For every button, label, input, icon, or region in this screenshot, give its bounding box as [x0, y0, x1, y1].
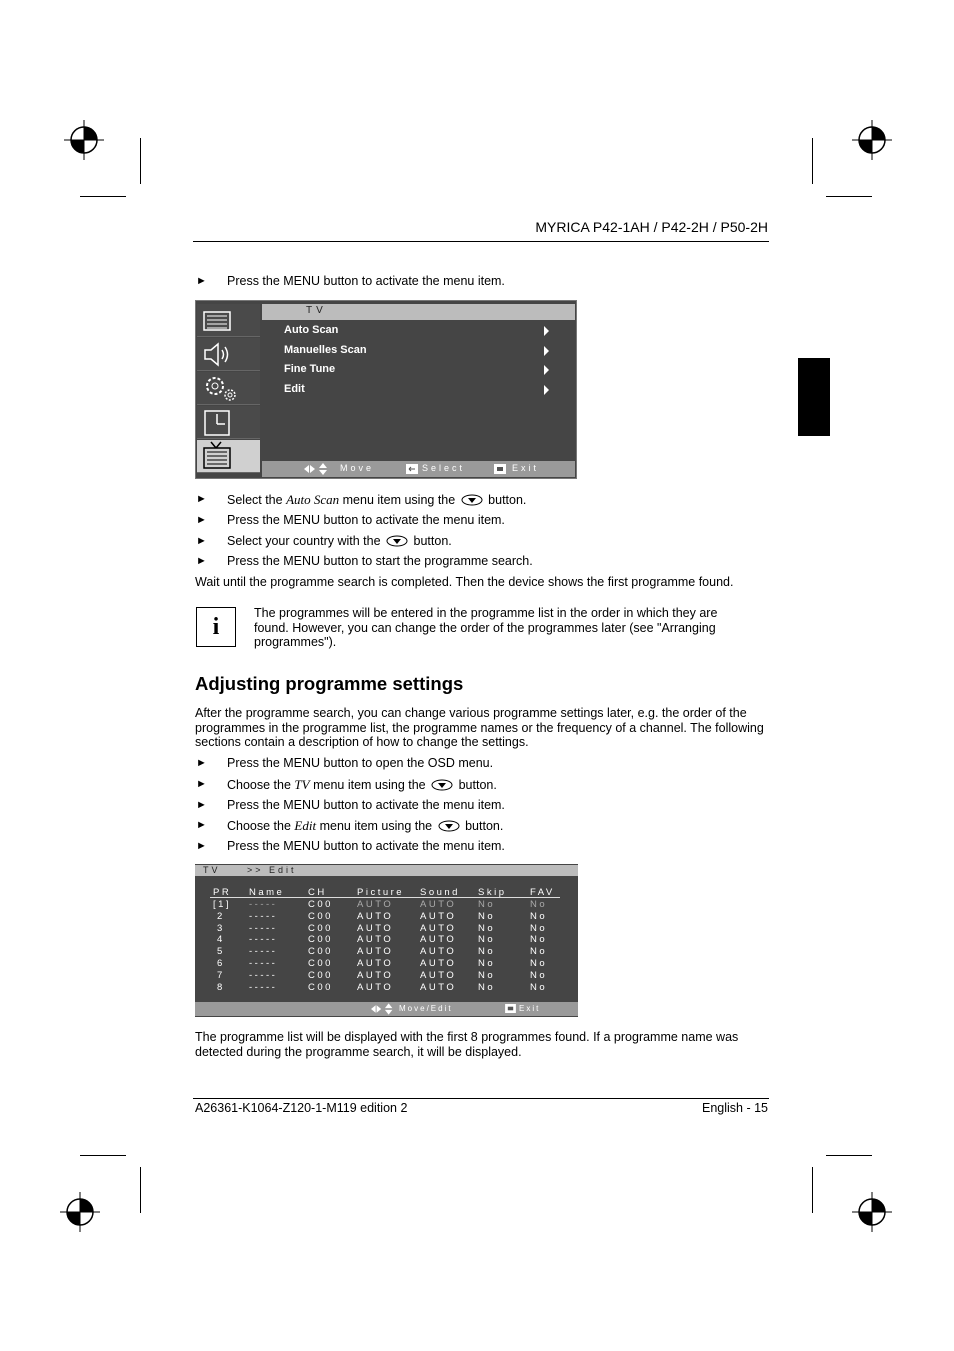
table-cell: C00: [308, 899, 333, 910]
table-cell: No: [478, 946, 496, 958]
table-column-header: PR: [213, 887, 232, 898]
table-cell: AUTO: [357, 981, 394, 993]
crop-mark: [826, 1155, 872, 1156]
table-cell: AUTO: [420, 958, 457, 969]
closing-paragraph: The programme list will be displayed with the first 8 programmes found. If a programme name was detected during the programme search, it will be displayed.: [195, 1030, 739, 1059]
table-cell: 5: [217, 946, 225, 958]
registration-mark-icon: [64, 120, 104, 160]
crop-mark: [140, 1167, 141, 1213]
table-cell: C00: [308, 946, 333, 958]
info-note: The programmes will be entered in the programme list in the order in which they are found. However, you can change the order of the programmes later (see "Arranging programmes").: [254, 606, 718, 649]
page-header-title: MYRICA P42-1AH / P42-2H / P50-2H: [535, 219, 768, 235]
select-key-icon: [406, 464, 418, 474]
osd-menu-item-edit[interactable]: Edit: [284, 383, 305, 395]
table-cell: C00: [308, 981, 333, 993]
exit-key-icon: [494, 464, 506, 474]
registration-mark-icon: [60, 1192, 100, 1232]
table-cell: AUTO: [420, 899, 457, 910]
wait-paragraph: Wait until the programme search is completed. Then the device shows the first programme found.: [195, 575, 734, 589]
osd-menu-item-auto-scan[interactable]: Auto Scan: [284, 324, 339, 336]
table-column-header: FAV: [530, 887, 555, 898]
table-cell: 8: [217, 981, 225, 993]
table-cell: AUTO: [420, 910, 457, 922]
table-cell: -----: [249, 922, 278, 934]
table-cell: No: [478, 910, 496, 922]
chevron-right-icon: [544, 326, 549, 336]
section-heading: Adjusting programme settings: [195, 673, 464, 694]
osd-edit-menu: [195, 864, 578, 1017]
registration-mark-icon: [852, 1192, 892, 1232]
table-cell: C00: [308, 934, 333, 946]
table-cell: AUTO: [420, 934, 457, 946]
bullet-arrow-icon: ►: [196, 757, 207, 769]
osd-side-icons: [197, 304, 260, 478]
table-cell: AUTO: [420, 969, 457, 981]
table-column-header: Picture: [357, 887, 405, 898]
table-cell: -----: [249, 899, 278, 910]
crop-mark: [80, 1155, 126, 1156]
table-cell: AUTO: [357, 910, 394, 922]
osd-menu-item-manual-scan[interactable]: Manuelles Scan: [284, 344, 367, 356]
down-button-icon: [461, 494, 483, 506]
table-cell: No: [530, 946, 548, 958]
table-cell: -----: [249, 946, 278, 958]
crop-mark: [812, 138, 813, 184]
table-column-header: Sound: [420, 887, 460, 898]
osd-menu-item-fine-tune[interactable]: Fine Tune: [284, 363, 336, 375]
osd-edit-title-bar: TV >> Edit: [195, 865, 578, 876]
table-cell: No: [478, 958, 496, 969]
crop-mark: [826, 196, 872, 197]
table-cell: No: [478, 899, 496, 910]
table-cell: C00: [308, 969, 333, 981]
table-cell: No: [530, 899, 548, 910]
table-column-header: Skip: [478, 887, 507, 898]
bullet-arrow-icon: ►: [196, 535, 207, 547]
table-cell: No: [478, 969, 496, 981]
table-cell: [1]: [213, 899, 232, 910]
language-tab: [798, 358, 830, 436]
table-cell: C00: [308, 958, 333, 969]
tv-icon: [197, 440, 260, 473]
table-cell: AUTO: [357, 946, 394, 958]
table-cell: -----: [249, 910, 278, 922]
footer-doc-id: A26361-K1064-Z120-1-M119 edition 2: [195, 1101, 408, 1115]
table-cell: AUTO: [357, 958, 394, 969]
navigate-arrows-icon: [304, 463, 332, 475]
table-cell: No: [530, 934, 548, 946]
section-intro: After the programme search, you can change various programme settings later, e.g. the order of the programmes in the programme list, the programme names or the frequency of a channel. The following sections contain a description of how to change the settings.: [195, 706, 764, 749]
bullet-arrow-icon: ►: [196, 840, 207, 852]
bullet-arrow-icon: ►: [196, 555, 207, 567]
bullet-arrow-icon: ►: [196, 778, 207, 790]
footer-page-number: English - 15: [701, 1101, 768, 1115]
registration-mark-icon: [852, 120, 892, 160]
table-column-header: CH: [308, 887, 327, 898]
table-cell: AUTO: [357, 969, 394, 981]
footer-rule: [193, 1098, 769, 1099]
table-cell: AUTO: [357, 922, 394, 934]
crop-mark: [80, 196, 126, 197]
down-button-icon: [438, 820, 460, 832]
table-cell: C00: [308, 910, 333, 922]
osd-title-bar: TV: [262, 304, 575, 320]
table-cell: 2: [217, 910, 225, 922]
table-cell: 3: [217, 922, 225, 934]
picture-icon: [197, 304, 260, 337]
table-cell: AUTO: [420, 922, 457, 934]
table-cell: 6: [217, 958, 225, 969]
crop-mark: [812, 1167, 813, 1213]
table-cell: C00: [308, 922, 333, 934]
chevron-right-icon: [544, 365, 549, 375]
bullet-arrow-icon: ►: [196, 819, 207, 831]
table-cell: No: [478, 934, 496, 946]
table-cell: 4: [217, 934, 225, 946]
table-cell: No: [530, 969, 548, 981]
osd-tv-menu: [195, 300, 577, 479]
table-cell: -----: [249, 958, 278, 969]
crop-mark: [140, 138, 141, 184]
sound-icon: [197, 338, 260, 371]
table-cell: No: [530, 958, 548, 969]
table-cell: -----: [249, 969, 278, 981]
header-rule: [193, 241, 769, 242]
osd-footer-bar: Move Select Exit: [262, 461, 575, 477]
table-cell: AUTO: [357, 899, 394, 910]
setup-gear-icon: [197, 372, 260, 405]
bullet-arrow-icon: ►: [196, 493, 207, 505]
table-cell: AUTO: [420, 981, 457, 993]
table-cell: -----: [249, 934, 278, 946]
table-cell: No: [478, 981, 496, 993]
table-cell: No: [530, 922, 548, 934]
time-icon: [197, 406, 260, 439]
osd-edit-footer-bar: Move/Edit Exit: [195, 1002, 578, 1016]
chevron-right-icon: [544, 346, 549, 356]
table-cell: AUTO: [420, 946, 457, 958]
exit-key-icon: [505, 1004, 516, 1013]
info-icon: i: [196, 607, 236, 647]
table-cell: -----: [249, 981, 278, 993]
chevron-right-icon: [544, 385, 549, 395]
table-cell: AUTO: [357, 934, 394, 946]
bullet-arrow-icon: ►: [196, 799, 207, 811]
table-cell: 7: [217, 969, 225, 981]
bullet-arrow-icon: ►: [196, 275, 207, 287]
bullet-arrow-icon: ►: [196, 514, 207, 526]
table-cell: No: [478, 922, 496, 934]
table-column-header: Name: [249, 887, 285, 898]
down-button-icon: [431, 779, 453, 791]
down-button-icon: [386, 535, 408, 547]
navigate-arrows-icon: [371, 1003, 397, 1015]
table-cell: No: [530, 981, 548, 993]
table-cell: No: [530, 910, 548, 922]
